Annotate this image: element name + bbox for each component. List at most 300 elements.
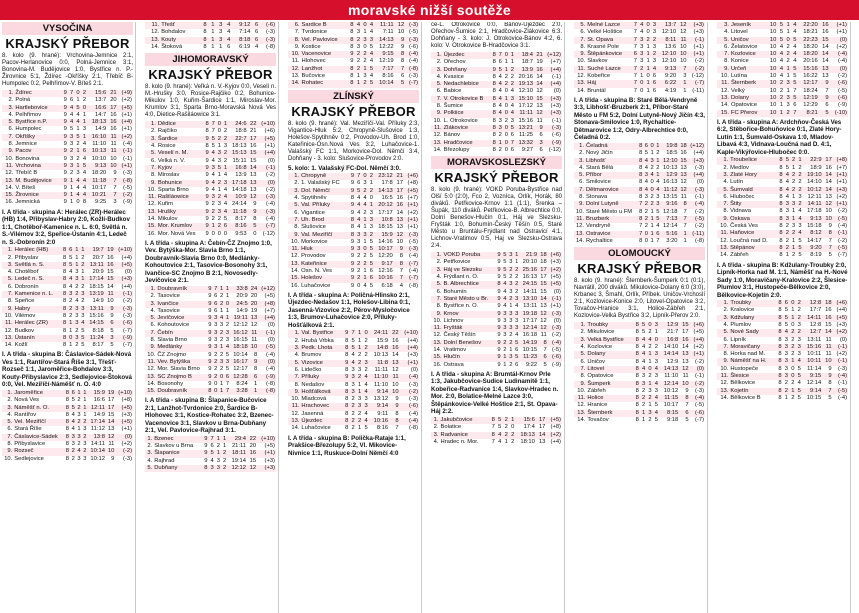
team-name: Hlubočec [730, 193, 755, 200]
table-cell: 8 [205, 121, 209, 128]
table-cell: 9 [205, 230, 209, 237]
table-cell: 21:7 [666, 329, 679, 336]
table-cell: 0 [362, 330, 368, 337]
team-name: Kožlí [14, 342, 28, 349]
table-cell: 1 [786, 29, 790, 36]
table-row [2, 291, 133, 298]
table-cell: 10:14 [87, 448, 105, 455]
table-cell: (-1) [833, 230, 848, 237]
table-cell: 5 [369, 238, 373, 245]
table-cell: 3 [219, 358, 224, 365]
table-cell: 4 [653, 395, 659, 402]
team-name: Mladcová [301, 396, 327, 403]
table-cell: (0) [553, 88, 561, 95]
table-cell: (0) [267, 157, 275, 164]
table-cell: 1 [646, 43, 650, 50]
table-cell: 3 [364, 396, 368, 403]
table-cell: 2. [723, 307, 729, 314]
table-cell: 9 [343, 330, 349, 337]
table-cell: 1 [219, 43, 223, 50]
table-cell: 10:13 [373, 352, 389, 359]
table-cell: 10. [147, 351, 156, 358]
team-name: Náměšť n. O. [13, 405, 64, 412]
table-cell: 8 [776, 315, 782, 322]
table-cell: 19:7 [86, 247, 105, 254]
table-cell: 8 [253, 351, 258, 358]
table-cell: 4. [150, 143, 156, 150]
table-cell: 9 [205, 135, 209, 142]
table-cell: 11. [145, 22, 160, 29]
table-cell: (-3) [694, 387, 704, 394]
table-cell: (-6) [551, 132, 561, 139]
table-cell: 6 [539, 146, 543, 153]
table-cell: 4 [399, 282, 403, 289]
table-cell: 2 [214, 366, 218, 373]
table-cell: 13 [249, 315, 259, 322]
table-cell: 23:12 [374, 173, 394, 180]
table-cell: 13. [288, 418, 300, 425]
table-cell: (+3) [121, 411, 132, 418]
table-cell: (-2) [265, 172, 275, 179]
table-row [717, 344, 848, 351]
table-cell: (+4) [400, 345, 419, 352]
table-row [145, 366, 276, 373]
table-cell: 11. [2, 320, 14, 327]
team-name: Bělkovice B [730, 394, 761, 401]
table-cell: 4 [640, 351, 646, 358]
team-name: Medlov [730, 164, 749, 171]
team-name: Slušovice [301, 224, 326, 231]
table-row [574, 88, 705, 95]
table-cell: 3 [369, 209, 373, 216]
table-cell: 16 [680, 150, 687, 157]
table-row [145, 231, 276, 238]
table-cell: 9 [497, 266, 501, 273]
table-row [574, 351, 705, 358]
table-cell: 14:16 [378, 238, 393, 245]
table-cell: (+10) [258, 121, 277, 128]
table-cell: 6 [214, 307, 218, 314]
team-name: Rosice [157, 143, 176, 150]
table-cell: 13 [250, 186, 257, 193]
table-cell: 4 [498, 103, 502, 110]
table-cell: 4. [579, 164, 584, 171]
table-cell: (-1) [122, 155, 132, 162]
team-name: Rohatec [301, 80, 348, 87]
table-cell: 4 [656, 179, 660, 186]
table-cell: 6. [579, 179, 584, 186]
table-cell: 8 [343, 418, 349, 425]
table-cell: 5 [819, 110, 830, 117]
table-row [145, 22, 276, 29]
table-cell: (-2) [837, 73, 847, 80]
table-cell: 3 [70, 141, 74, 148]
table-cell: 9. [574, 51, 586, 58]
table-cell: 11 [825, 336, 832, 343]
table-cell: 1 [83, 404, 87, 411]
table-cell: 4 [211, 179, 215, 186]
table-cell: 12 [248, 194, 258, 201]
table-cell: (+1) [121, 111, 132, 118]
table-cell: 5 [110, 342, 114, 349]
table-cell: (+1) [407, 224, 418, 231]
table-cell: 8 [779, 179, 783, 186]
table-cell: 7 [214, 285, 218, 292]
team-name: Tvrdonice [301, 29, 327, 36]
table-cell: 8:17 [92, 342, 104, 349]
table-cell: 8 [823, 230, 833, 237]
table-cell: 8 [65, 455, 69, 462]
table-cell: 9:12 [231, 22, 251, 29]
table-cell: 17 [538, 424, 546, 431]
table-cell: 0 [225, 300, 230, 307]
table-cell: 13. [431, 140, 443, 147]
table-cell: 2 [349, 418, 355, 425]
table-cell: 5 [503, 274, 507, 281]
table-cell: (+2) [118, 134, 133, 141]
table-cell: (+3) [836, 321, 847, 328]
table-cell: 4 [798, 208, 802, 215]
table-cell: 3. [2, 262, 14, 269]
table-cell: 2 [217, 194, 221, 201]
table-cell: (+4) [836, 307, 847, 314]
table-cell: 4 [225, 344, 230, 351]
table-cell: 2. [7, 397, 13, 404]
table-cell: (+4) [690, 337, 705, 344]
table-cell: 5. [717, 329, 729, 336]
table-cell: 14. [291, 425, 300, 432]
table-cell: 9 [205, 150, 209, 157]
table-cell: 3 [368, 37, 375, 44]
table-cell: 3 [654, 358, 659, 365]
table-cell: 11. [717, 373, 729, 380]
table-cell: 16 [247, 450, 257, 457]
table-cell: 5 [248, 223, 258, 230]
table-row [717, 252, 848, 259]
table-cell: 9. [717, 358, 729, 365]
table-cell: 4 [656, 223, 660, 230]
table-cell: 8 [489, 432, 496, 439]
team-name: Nová Ves [14, 397, 40, 404]
table-cell: 5 [351, 337, 355, 344]
table-cell: 21:11 [231, 443, 247, 450]
table-cell: 6:19 [239, 43, 251, 50]
table-cell: 2 [219, 300, 224, 307]
standings-table [145, 121, 276, 238]
table-cell: 13. [2, 335, 14, 342]
table-cell: 11 [389, 374, 399, 381]
table-cell: (+2) [546, 432, 562, 439]
table-cell: 12:18 [663, 208, 678, 215]
table-cell: 5 [498, 424, 502, 431]
team-name: Žirovnice [14, 192, 61, 199]
table-cell: 12. [291, 410, 300, 417]
team-name: Radvanice [440, 432, 490, 439]
table-cell: 1. [145, 436, 153, 443]
team-name: Kamenice n. L. [14, 291, 61, 298]
table-cell: 2 [361, 261, 367, 268]
table-row [431, 252, 562, 259]
table-cell: (+5) [115, 405, 133, 412]
team-name: Rozseč [13, 448, 64, 455]
table-cell: 13:7 [94, 97, 107, 104]
table-cell: 9. [2, 148, 14, 155]
table-cell: 7. [717, 201, 729, 208]
table-cell: 12 [823, 201, 833, 208]
table-cell: (-4) [265, 351, 275, 358]
table-cell: 4 [68, 119, 74, 126]
table-cell: 6 [71, 389, 75, 396]
table-cell: 8 [63, 269, 67, 276]
table-cell: 2 [219, 293, 224, 300]
table-cell: 5. [145, 465, 153, 472]
table-cell: 5 [349, 345, 355, 352]
table-cell: 8 [63, 291, 67, 298]
table-row [717, 172, 848, 179]
table-cell: 10 [389, 389, 399, 396]
table-cell: 3. [431, 67, 443, 74]
table-cell: 0 [81, 105, 87, 112]
table-cell: 3 [797, 321, 801, 328]
table-cell: 9 [350, 238, 355, 245]
table-cell: 7 [107, 192, 117, 199]
table-cell: 5 [685, 416, 689, 423]
table-cell: (+2) [836, 43, 847, 50]
table-cell: 7. [2, 134, 14, 141]
table-cell: 2 [77, 404, 81, 411]
table-cell: 0 [791, 365, 795, 372]
table-cell: 8 [343, 389, 349, 396]
table-cell: 3 [638, 37, 644, 44]
table-cell: 3 [68, 134, 74, 141]
table-cell: 4 [210, 457, 214, 464]
table-cell: 2 [795, 329, 801, 336]
table-cell: 3. [145, 450, 153, 457]
table-cell: (+6) [404, 173, 419, 180]
table-row [431, 318, 562, 325]
table-cell: 4 [785, 193, 789, 200]
table-cell: 5. [574, 172, 585, 179]
table-row [2, 335, 133, 342]
table-cell: 5 [223, 216, 228, 223]
table-cell: 3 [225, 358, 230, 365]
table-row [431, 267, 562, 274]
table-cell: 7 [491, 424, 495, 431]
table-cell: 4 [71, 411, 75, 418]
table-cell: 8 [399, 253, 403, 260]
table-cell: 8 [828, 380, 832, 387]
team-name: Melné Lazce [586, 22, 631, 29]
table-cell: 11. [145, 194, 157, 201]
table-cell: (-3) [694, 164, 704, 171]
table-cell: 3 [798, 223, 802, 230]
standings-table [574, 322, 705, 424]
table-cell: 17:8 [381, 180, 393, 187]
table-cell: 9 [349, 173, 355, 180]
table-cell: 1 [74, 163, 80, 170]
table-cell: 13 [822, 73, 829, 80]
table-cell: 3 [217, 150, 221, 157]
team-name: Smilovice [586, 179, 611, 186]
table-cell: 3 [784, 80, 791, 87]
table-cell: 9:14 [369, 389, 389, 396]
table-cell: 8 [492, 139, 496, 146]
table-cell: 8 [779, 193, 783, 200]
table-cell: 11. [574, 216, 585, 223]
table-cell: 9 [63, 170, 67, 177]
table-cell: 19:13 [515, 81, 534, 88]
table-cell: (+3) [115, 276, 133, 283]
table-cell: 24 [249, 286, 259, 293]
table-cell: 1. [717, 157, 729, 164]
table-cell: 3 [652, 29, 657, 36]
table-cell: 14 [107, 419, 115, 426]
table-row [288, 44, 419, 51]
table-cell: 0 [504, 110, 508, 117]
table-cell: 11 [251, 337, 258, 344]
table-cell: 3 [510, 117, 514, 124]
table-row [145, 209, 276, 216]
table-cell: 6. [7, 426, 13, 433]
team-name: Březolupy [443, 146, 470, 153]
table-cell: 13 [680, 172, 687, 179]
table-cell: 9 [395, 37, 406, 44]
table-cell: 16:17 [230, 359, 249, 366]
table-cell: 12:14 [519, 325, 538, 332]
table-cell: 2 [225, 322, 230, 329]
table-cell: 4 [644, 186, 649, 193]
table-cell: 24:5 [230, 301, 249, 308]
table-cell: 10 [766, 51, 777, 58]
table-cell: 1 [640, 73, 644, 80]
table-cell: 4:19 [664, 87, 677, 94]
table-cell: 11 [682, 373, 689, 380]
table-cell: 9. [574, 381, 586, 388]
table-row [431, 340, 562, 347]
table-row [574, 29, 705, 36]
table-row [2, 192, 133, 199]
table-cell: 0 [644, 22, 650, 29]
table-cell: (-3) [405, 22, 419, 29]
table-cell: 1 [83, 411, 87, 418]
table-cell: 8 [633, 395, 639, 402]
table-cell: 15 [540, 288, 547, 295]
table-cell: 5 [779, 29, 784, 36]
table-cell: 14:13 [659, 366, 679, 373]
table-cell: 18:15 [89, 283, 104, 290]
table-cell: 1 [650, 215, 654, 222]
table-cell: 4 [223, 172, 228, 179]
table-cell: 2 [650, 164, 654, 171]
table-cell: (+5) [833, 315, 848, 322]
table-row [145, 187, 276, 194]
table-cell: 15 [248, 150, 258, 157]
table-cell: 15:16 [798, 66, 819, 73]
team-name: Štoková [161, 43, 183, 50]
table-cell: (+4) [258, 150, 277, 157]
team-name: Světlá n. S. [14, 262, 61, 269]
table-cell: 16 [396, 195, 403, 202]
table-cell: 5 [74, 105, 80, 112]
league-section [717, 119, 848, 260]
table-cell: 19:14 [231, 457, 247, 464]
team-name: Vigantice [301, 209, 325, 216]
table-cell: 3 [656, 194, 660, 201]
table-cell: 10:15 [522, 347, 538, 354]
table-cell: 8 [350, 224, 355, 231]
table-cell: 3 [351, 366, 355, 373]
team-name: Humpolec [15, 126, 42, 133]
table-cell: 5 [225, 351, 230, 358]
table-cell: 2 [648, 373, 652, 380]
table-cell: 1 [70, 184, 74, 191]
table-cell: 3 [784, 216, 790, 223]
table-cell: 4. [8, 111, 14, 118]
table-cell: 9 [208, 293, 212, 300]
table-cell: 11 [105, 291, 115, 298]
table-cell: 10:9 [228, 194, 247, 201]
table-cell: 12:12 [227, 465, 247, 472]
table-cell: 3 [83, 455, 87, 462]
team-name: Tasovice [157, 307, 180, 314]
table-cell: 4 [779, 43, 784, 50]
table-cell: 8 [777, 172, 783, 179]
table-row [431, 74, 562, 81]
table-cell: (-1) [551, 73, 561, 80]
table-row [717, 179, 848, 186]
table-cell: 4 [779, 58, 784, 65]
table-cell: 16:15 [233, 337, 248, 344]
team-name: Dolní Benešov [442, 340, 495, 347]
table-cell: 7 [225, 388, 230, 395]
table-cell: 5 [785, 164, 789, 171]
table-cell: 3 [797, 336, 801, 343]
table-cell: 24:11 [369, 330, 389, 337]
table-cell: 9 [350, 282, 355, 289]
team-name: Val. Příluky [300, 202, 349, 209]
table-cell: 12 [534, 110, 544, 117]
table-cell: 3 [790, 201, 796, 208]
table-cell: 0 [650, 179, 654, 186]
team-name: Zlaté Hory [729, 172, 777, 179]
table-cell: 7 [394, 275, 404, 282]
team-name: Čáslavice-Sádek [13, 434, 64, 441]
table-cell: 1. [145, 286, 156, 293]
table-cell: 8 [635, 402, 639, 409]
table-cell: 2 [363, 58, 367, 65]
table-cell: 7. [717, 51, 730, 58]
table-cell: 16:6 [87, 105, 107, 112]
table-cell: 22:20 [798, 22, 819, 29]
table-cell: (+3) [264, 457, 275, 464]
table-cell: (+1) [830, 22, 848, 29]
table-cell: 12. [288, 66, 301, 73]
table-cell: 8 [639, 164, 643, 171]
table-cell: 18 [822, 300, 832, 307]
standings-table [717, 300, 848, 402]
table-cell: 12 [392, 366, 399, 373]
table-cell: 14:10 [663, 344, 679, 351]
table-cell: 12 [395, 22, 406, 29]
table-cell: 14 [823, 172, 833, 179]
table-cell: 9 [208, 285, 212, 292]
table-cell: (+1) [400, 360, 419, 367]
table-cell: 8 [63, 342, 67, 349]
table-cell: 20:7 [92, 254, 104, 261]
table-cell: 15 [107, 411, 115, 418]
table-cell: 3 [223, 143, 228, 150]
table-cell: 3. [288, 345, 300, 352]
